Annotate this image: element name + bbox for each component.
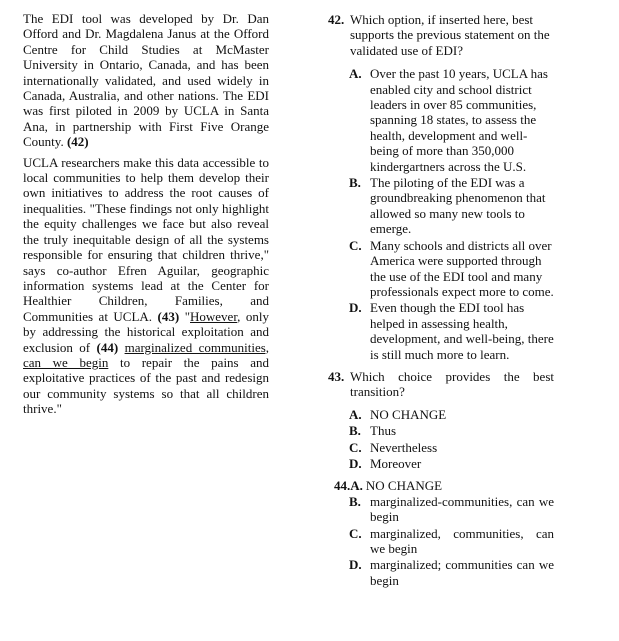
question-44-options [328, 494, 554, 588]
option-text: Nevertheless [370, 439, 438, 455]
option-letter: D. [349, 300, 362, 316]
question-43 [328, 369, 554, 471]
question-marker-43: (43) [157, 308, 180, 324]
question-42-option-c[interactable] [349, 238, 554, 300]
option-text: marginalized-communities, can we begin [370, 493, 554, 525]
question-43-option-c[interactable] [349, 440, 554, 455]
paragraph-2-mid: , only by addressing the historical exploitation and exclusion of [23, 308, 269, 355]
questions-column [328, 12, 554, 595]
option-text: Thus [370, 423, 396, 439]
quote-open: " [184, 308, 191, 324]
question-44-option-b[interactable] [349, 494, 554, 525]
option-text: marginalized; communities can we begin [370, 557, 554, 588]
question-44-option-a-text[interactable]: NO CHANGE [365, 478, 443, 494]
option-text: The piloting of the EDI was a groundbreaking phenomenon that allowed so many new tools to emerge. [370, 175, 546, 237]
question-42-option-d[interactable] [349, 300, 554, 362]
option-letter: D. [349, 455, 362, 471]
underlined-however: However [190, 308, 238, 324]
question-42-text: Which option, if inserted here, best supports the previous statement on the validated use of EDI? [350, 12, 550, 58]
option-letter: B. [349, 423, 361, 439]
question-42-number: 42. [328, 12, 345, 27]
question-43-option-a[interactable] [349, 407, 554, 422]
option-letter: C. [349, 237, 362, 253]
option-text: marginalized, communities, can we begin [370, 525, 554, 556]
question-42-option-a[interactable] [349, 66, 554, 174]
question-43-stem [328, 369, 554, 400]
passage-paragraph-1 [23, 11, 269, 150]
question-43-option-d[interactable] [349, 456, 554, 471]
option-text: Many schools and districts all over America were supported through the use of the EDI tool and many professionals expect more to come. [370, 237, 554, 299]
option-text: Over the past 10 years, UCLA has enabled city and school district leaders in over 85 communities, spanning 18 states, to assess the health, development and well-being of more than 350,000 kindergartners across the U.S. [370, 66, 548, 174]
option-letter: B. [349, 175, 361, 191]
question-marker-44: (44) [96, 339, 119, 355]
option-text: Moreover [370, 455, 422, 471]
question-42-stem [328, 12, 554, 58]
option-letter: C. [349, 525, 362, 541]
paragraph-2-intro: UCLA researchers make this data accessible to local communities to help them develop their own initiatives to address the root causes of inequalities. "These findings not only highlight the equity challenges we face but also reveal the truly inequitable design of all the systems responsible for ensuring that children thrive," says co-author Efren Aguilar, geographic information systems lead at the Center for Healthier Children, Families, and Communities at UCLA. [23, 154, 269, 324]
question-44-option-c[interactable] [349, 526, 554, 557]
passage-paragraph-2 [23, 155, 269, 417]
question-43-text: Which choice provides the best transition? [350, 368, 554, 400]
option-letter: D. [349, 557, 362, 573]
question-42-options [328, 66, 554, 362]
option-letter: A. [349, 406, 362, 422]
paragraph-1-text: The EDI tool was developed by Dr. Dan Offord and Dr. Magdalena Janus at the Offord Centre for Child Studies at McMaster University in Ontario, Canada, and has been internationally validated, and used widely in Canada, Australia, and other nations. The EDI was first piloted in 2009 by UCLA in Santa Ana, in partnership with First Five Orange County. [23, 11, 269, 150]
question-43-option-b[interactable] [349, 423, 554, 438]
underlined-marginalized-communities: marginalized communities, can we begin [23, 339, 270, 370]
question-43-options [328, 407, 554, 472]
question-44-option-d[interactable] [349, 557, 554, 588]
option-letter: C. [349, 439, 362, 455]
question-44 [328, 478, 554, 588]
question-42-option-b[interactable] [349, 175, 554, 237]
question-44-number: 44. [334, 478, 351, 494]
passage-column [23, 11, 269, 422]
paragraph-2-end: to repair the pains and exploitative practices of the past and redesign our community systems so that all children thrive." [23, 354, 270, 417]
option-text: Even though the EDI tool has helped in assessing health, development, and well-being, there is still much more to learn. [370, 300, 554, 362]
question-marker-42: (42) [66, 134, 89, 150]
question-43-number: 43. [328, 368, 345, 384]
option-letter: A. [349, 66, 362, 82]
option-letter: B. [349, 493, 361, 509]
option-text: NO CHANGE [370, 406, 447, 422]
option-letter: A. [350, 478, 363, 494]
question-42 [328, 12, 554, 362]
question-44-stem [328, 478, 554, 493]
